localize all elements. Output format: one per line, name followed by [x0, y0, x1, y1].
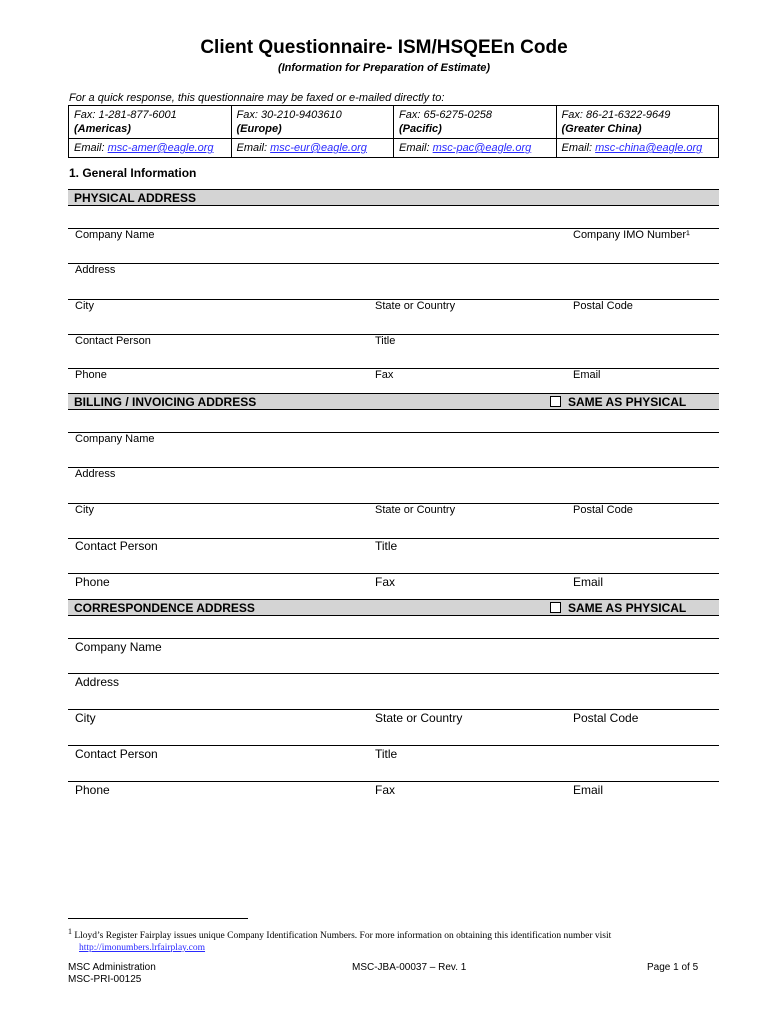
field-line: [68, 368, 719, 369]
title-label: Title: [375, 335, 396, 347]
state-label: State or Country: [375, 504, 456, 516]
field-line: [68, 638, 719, 639]
email-cell: [394, 139, 557, 158]
postal-code-label: Postal Code: [573, 711, 639, 725]
physical-address-title: PHYSICAL ADDRESS: [74, 191, 197, 205]
field-line: [68, 467, 719, 468]
same-as-physical-label: SAME AS PHYSICAL: [568, 601, 687, 615]
footer-doc-code: MSC-PRI-00125: [68, 974, 142, 985]
contact-cell-europe: [231, 106, 394, 139]
footer-left: [68, 962, 156, 986]
footnote: [68, 926, 611, 954]
checkbox-icon[interactable]: [550, 602, 561, 613]
email-cell: [556, 139, 719, 158]
address-label: Address: [75, 468, 116, 480]
email-label: Email: [573, 575, 604, 589]
fax-number: Fax: 1-281-877-6001: [74, 109, 177, 121]
email-label: Email:: [74, 142, 108, 154]
company-name-label: Company Name: [75, 433, 155, 445]
company-imo-label: Company IMO Number¹: [573, 229, 690, 241]
phone-label: Phone: [75, 575, 110, 589]
footnote-text: Lloyd’s Register Fairplay issues unique Company Identification Numbers. For more information on obtaining this identification number visit: [71, 931, 612, 942]
email-label: Email: [573, 369, 601, 381]
email-link-china[interactable]: msc-china@eagle.org: [595, 142, 703, 154]
email-cell: [69, 139, 232, 158]
correspondence-address-header: [68, 599, 719, 616]
phone-label: Phone: [75, 783, 110, 797]
contact-person-label: Contact Person: [75, 335, 151, 347]
region-label: (Americas): [74, 123, 131, 135]
state-label: State or Country: [375, 300, 456, 312]
email-link-americas[interactable]: msc-amer@eagle.org: [107, 142, 214, 154]
footnote-separator: [68, 918, 248, 919]
fax-number: Fax: 30-210-9403610: [236, 109, 342, 121]
email-link-pacific[interactable]: msc-pac@eagle.org: [432, 142, 532, 154]
contact-cell-americas: [69, 106, 232, 139]
correspondence-address-title: CORRESPONDENCE ADDRESS: [74, 601, 255, 615]
email-label: Email:: [561, 142, 596, 154]
city-label: City: [75, 711, 96, 725]
page-subtitle: (Information for Preparation of Estimate): [277, 62, 491, 74]
contact-person-label: Contact Person: [75, 539, 158, 553]
field-line: [68, 745, 719, 746]
contact-cell-china: [556, 106, 719, 139]
fax-number: Fax: 65-6275-0258: [399, 109, 492, 121]
company-name-label: Company Name: [75, 229, 155, 241]
address-label: Address: [75, 264, 116, 276]
email-label: Email: [573, 783, 604, 797]
city-label: City: [75, 300, 94, 312]
city-label: City: [75, 504, 94, 516]
same-as-physical-option[interactable]: [550, 601, 686, 615]
postal-code-label: Postal Code: [573, 300, 633, 312]
contact-person-label: Contact Person: [75, 747, 158, 761]
same-as-physical-label: SAME AS PHYSICAL: [568, 395, 687, 409]
footnote-link[interactable]: http://imonumbers.lrfairplay.com: [79, 943, 206, 954]
company-name-label: Company Name: [75, 640, 162, 654]
intro-text: For a quick response, this questionnaire may be faxed or e-mailed directly to:: [69, 92, 445, 104]
email-link-europe[interactable]: msc-eur@eagle.org: [270, 142, 367, 154]
address-label: Address: [75, 675, 120, 689]
fax-label: Fax: [375, 369, 394, 381]
footer-department: MSC Administration: [68, 962, 156, 973]
billing-address-title: BILLING / INVOICING ADDRESS: [74, 395, 257, 409]
title-label: Title: [375, 747, 398, 761]
footer-revision: MSC-JBA-00037 – Rev. 1: [352, 962, 467, 973]
field-line: [68, 781, 719, 782]
same-as-physical-option[interactable]: [550, 395, 686, 409]
region-label: (Greater China): [561, 123, 642, 135]
field-line: [68, 709, 719, 710]
page-title: Client Questionnaire- ISM/HSQEEn Code: [200, 37, 568, 58]
contact-table: [68, 105, 719, 158]
physical-address-header: [68, 189, 719, 206]
fax-label: Fax: [375, 783, 396, 797]
checkbox-icon[interactable]: [550, 396, 561, 407]
billing-address-header: [68, 393, 719, 410]
postal-code-label: Postal Code: [573, 504, 633, 516]
phone-label: Phone: [75, 369, 107, 381]
title-label: Title: [375, 539, 398, 553]
field-line: [68, 673, 719, 674]
section-heading: 1. General Information: [69, 166, 197, 180]
footnote-mark: 1: [68, 927, 72, 936]
fax-number: Fax: 86-21-6322-9649: [561, 109, 671, 121]
fax-label: Fax: [375, 575, 396, 589]
field-line: [68, 432, 719, 433]
email-cell: [231, 139, 394, 158]
region-label: (Pacific): [399, 123, 442, 135]
contact-cell-pacific: [394, 106, 557, 139]
page-number: Page 1 of 5: [647, 962, 699, 973]
field-line: [68, 573, 719, 574]
state-label: State or Country: [375, 711, 463, 725]
email-label: Email:: [236, 142, 271, 154]
field-line: [68, 263, 719, 264]
email-label: Email:: [399, 142, 433, 154]
region-label: (Europe): [236, 123, 282, 135]
